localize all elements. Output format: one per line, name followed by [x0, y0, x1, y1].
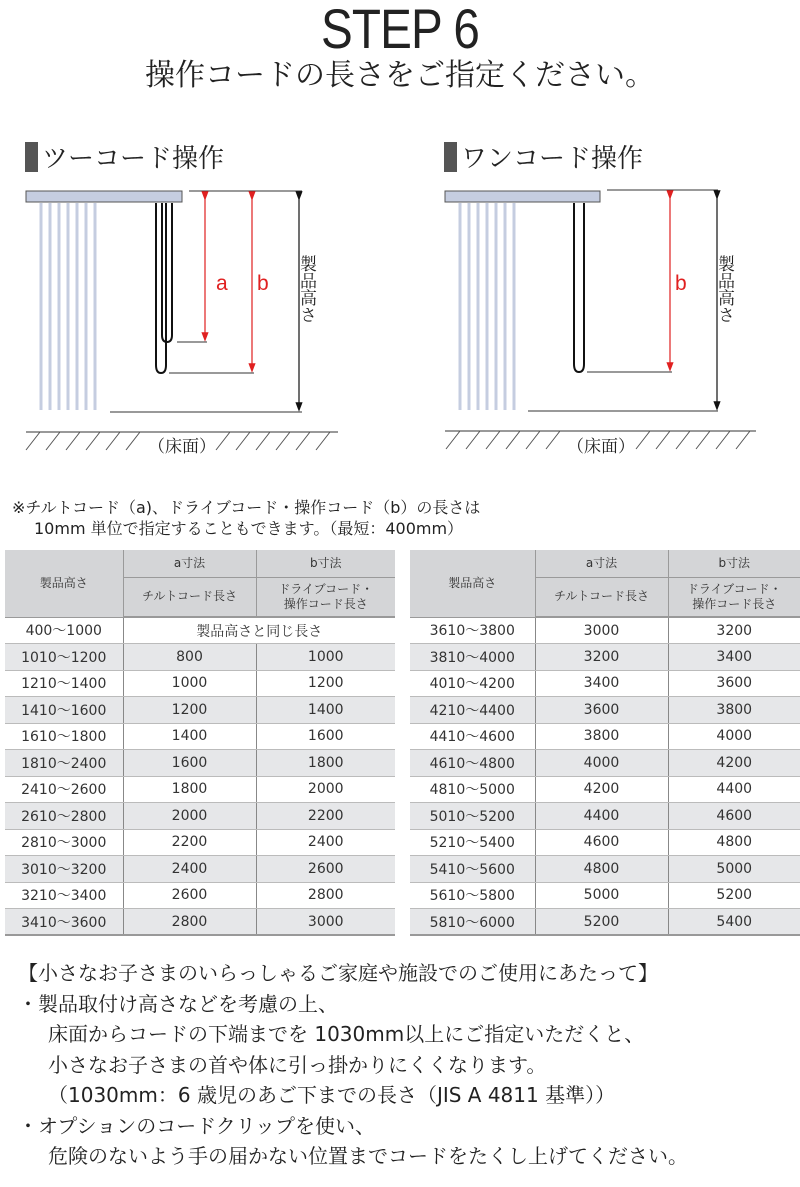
cell-a: 3600 [535, 697, 668, 724]
table-row [5, 882, 395, 909]
cell-range: 3610～3800 [410, 617, 535, 644]
one-cord-title-text: ワンコード操作 [461, 144, 644, 174]
cell-b: 1400 [256, 697, 395, 724]
col-header-b: b寸法 [256, 550, 395, 577]
cell-range: 3410～3600 [5, 909, 123, 936]
cell-a: 2400 [123, 856, 256, 883]
product-height-label: 製品高さ [714, 255, 734, 323]
cell-a: 2800 [123, 909, 256, 936]
col-subheader-b: ドライブコード・ 操作コード長さ [668, 577, 800, 617]
length-note [12, 497, 480, 539]
cell-range: 2810～3000 [5, 829, 123, 856]
cell-range: 5410～5600 [410, 856, 535, 883]
cell-a: 4600 [535, 829, 668, 856]
table-row [410, 750, 800, 777]
cell-range: 3210～3400 [5, 882, 123, 909]
cell-a: 2600 [123, 882, 256, 909]
cell-range: 4210～4400 [410, 697, 535, 724]
title-marker [25, 142, 38, 172]
cell-b: 2000 [256, 776, 395, 803]
cell-a: 3800 [535, 723, 668, 750]
col-header-height: 製品高さ [5, 550, 123, 617]
cell-a: 3200 [535, 644, 668, 671]
table-row [410, 670, 800, 697]
col-header-a: a寸法 [535, 550, 668, 577]
cell-b: 3400 [668, 644, 800, 671]
cell-range: 1410～1600 [5, 697, 123, 724]
col-header-height: 製品高さ [410, 550, 535, 617]
cell-a: 5000 [535, 882, 668, 909]
cell-b: 4000 [668, 723, 800, 750]
cell-range: 5610～5800 [410, 882, 535, 909]
cell-a: 4200 [535, 776, 668, 803]
table-row [410, 644, 800, 671]
floor-label: （床面） [148, 437, 216, 457]
cell-b: 4400 [668, 776, 800, 803]
table-row [5, 617, 395, 644]
cell-a: 4800 [535, 856, 668, 883]
cell-b: 1600 [256, 723, 395, 750]
safety-bullet-1: ・製品取付け高さなどを考慮の上、 [18, 991, 338, 1016]
cell-b: 2800 [256, 882, 395, 909]
page-subtitle: 操作コードの長さをご指定ください。 [145, 58, 655, 93]
cell-a: 3000 [535, 617, 668, 644]
table-row [5, 909, 395, 936]
safety-bullet-1-line-3: 小さなお子さまの首や体に引っ掛かりにくくなります。 [48, 1052, 547, 1077]
cell-range: 400～1000 [5, 617, 123, 644]
cell-a: 2200 [123, 829, 256, 856]
table-row [5, 803, 395, 830]
cell-range: 1210～1400 [5, 670, 123, 697]
cell-a: 1400 [123, 723, 256, 750]
safety-bullet-1-line-2: 床面からコードの下端までを 1030mm以上にご指定いただくと、 [48, 1022, 645, 1046]
title-marker [444, 142, 457, 172]
table-row [410, 909, 800, 936]
dimension-a-label: a [216, 272, 228, 295]
cell-b: 3800 [668, 697, 800, 724]
table-row [5, 644, 395, 671]
table-row [410, 617, 800, 644]
table-row [410, 856, 800, 883]
table-row [410, 776, 800, 803]
col-header-a: a寸法 [123, 550, 256, 577]
two-cord-title-text: ツーコード操作 [42, 144, 225, 174]
table-row [5, 697, 395, 724]
table-row [410, 723, 800, 750]
cell-b: 1200 [256, 670, 395, 697]
dimension-b-label: b [675, 272, 687, 295]
cell-range: 5010～5200 [410, 803, 535, 830]
cell-a: 1200 [123, 697, 256, 724]
cell-b: 2400 [256, 829, 395, 856]
floor-label: （床面） [567, 437, 635, 457]
cell-b: 5000 [668, 856, 800, 883]
cell-b: 5200 [668, 882, 800, 909]
cell-a: 5200 [535, 909, 668, 936]
cell-b: 1000 [256, 644, 395, 671]
safety-bullet-1-line-4: （1030mm：6 歳児のあご下までの長さ（JIS A 4811 基準）） [48, 1083, 616, 1107]
child-safety-notice [18, 958, 688, 1172]
table-row [410, 803, 800, 830]
safety-bullet-2: ・オプションのコードクリップを使い、 [18, 1113, 375, 1138]
cell-range: 4010～4200 [410, 670, 535, 697]
step-title: STEP 6 [320, 0, 480, 60]
cell-b: 4200 [668, 750, 800, 777]
cell-a: 2000 [123, 803, 256, 830]
cell-a: 1600 [123, 750, 256, 777]
diagram-two-cord [0, 120, 400, 470]
cell-a: 800 [123, 644, 256, 671]
cell-range: 3010～3200 [5, 856, 123, 883]
table-row [410, 697, 800, 724]
product-height-label: 製品高さ [296, 255, 316, 323]
cell-range: 5810～6000 [410, 909, 535, 936]
cell-b: 3600 [668, 670, 800, 697]
note-line-2: 10mm 単位で指定することもできます。（最短：400mm） [34, 519, 464, 538]
cell-a: 4400 [535, 803, 668, 830]
safety-bullet-2-line-2: 危険のないよう手の届かない位置までコードをたくし上げてください。 [48, 1144, 688, 1168]
cell-range: 1610～1800 [5, 723, 123, 750]
cell-range: 1810～2400 [5, 750, 123, 777]
diagram-one-cord [400, 120, 800, 470]
cell-b: 2600 [256, 856, 395, 883]
one-cord-title [444, 138, 643, 175]
cell-range: 3810～4000 [410, 644, 535, 671]
col-subheader-a: チルトコード長さ [535, 577, 668, 617]
cell-range: 2410～2600 [5, 776, 123, 803]
cell-b: 1800 [256, 750, 395, 777]
cell-b: 2200 [256, 803, 395, 830]
cell-range: 4610～4800 [410, 750, 535, 777]
cell-range: 4410～4600 [410, 723, 535, 750]
cell-b: 5400 [668, 909, 800, 936]
safety-heading: 【小さなお子さまのいらっしゃるご家庭や施設でのご使用にあたって】 [18, 961, 658, 985]
cell-b: 4800 [668, 829, 800, 856]
table-row [5, 856, 395, 883]
col-subheader-a: チルトコード長さ [123, 577, 256, 617]
two-cord-title [25, 138, 224, 175]
table-row [5, 776, 395, 803]
table-row [5, 829, 395, 856]
cell-b: 3000 [256, 909, 395, 936]
cell-a: 1000 [123, 670, 256, 697]
dimension-b-label: b [257, 272, 269, 295]
cell-range: 1010～1200 [5, 644, 123, 671]
cell-range: 4810～5000 [410, 776, 535, 803]
cell-a: 3400 [535, 670, 668, 697]
cell-b: 4600 [668, 803, 800, 830]
cell-merged: 製品高さと同じ長さ [123, 617, 395, 644]
cell-b: 3200 [668, 617, 800, 644]
table-row [5, 723, 395, 750]
cell-a: 1800 [123, 776, 256, 803]
note-line-1: ※チルトコード（a)、ドライブコード・操作コード（b）の長さは [12, 498, 481, 517]
cell-a: 4000 [535, 750, 668, 777]
cord-length-table-left [5, 550, 395, 936]
col-subheader-b: ドライブコード・ 操作コード長さ [256, 577, 395, 617]
cell-range: 2610～2800 [5, 803, 123, 830]
col-header-b: b寸法 [668, 550, 800, 577]
table-row [5, 750, 395, 777]
table-row [5, 670, 395, 697]
table-row [410, 829, 800, 856]
table-row [410, 882, 800, 909]
cord-length-table-right [410, 550, 800, 936]
cell-range: 5210～5400 [410, 829, 535, 856]
